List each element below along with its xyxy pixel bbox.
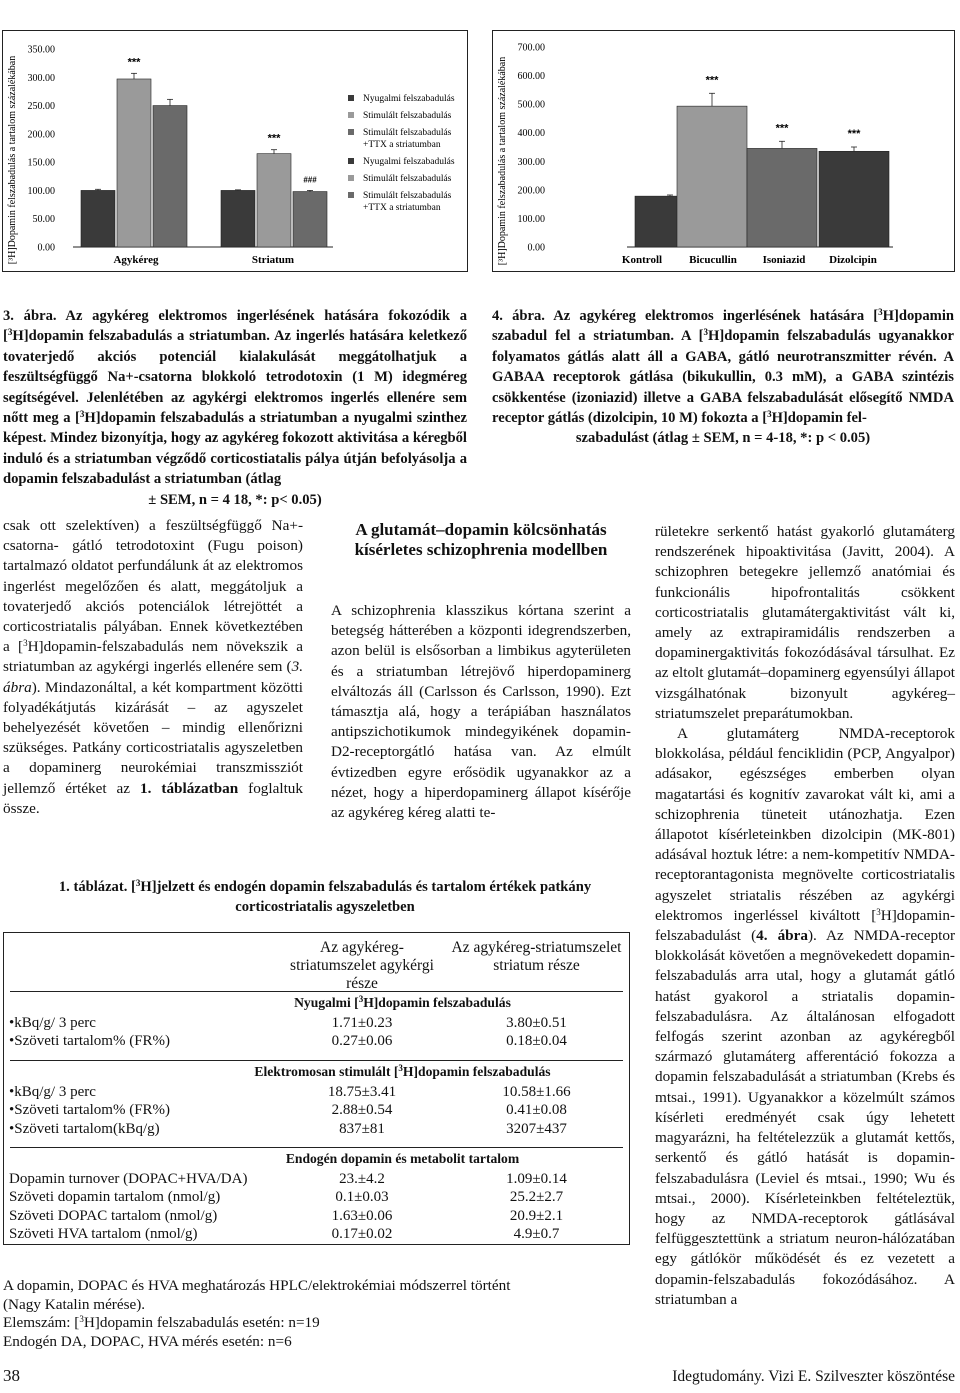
legend-swatch <box>348 192 354 198</box>
y-tick-label: 350.00 <box>27 44 55 56</box>
legend-label: +TTX a striatumban <box>363 203 441 213</box>
table-cell-cortex: 18.75±3.41 <box>327 1083 397 1100</box>
table-row-label: •kBq/g/ 3 perc <box>9 1015 96 1031</box>
note-line: Elemszám: [$^3$H]dopamin felszabadulás esetén: n=19 <box>3 1314 320 1332</box>
legend-label: Nyugalmi felszabadulás <box>363 94 455 104</box>
legend-label: Stimulált felszabadulás <box>363 111 452 121</box>
legend-swatch <box>348 158 354 164</box>
table-notes <box>3 1277 633 1351</box>
figure-reference: 3. ábra <box>3 658 303 696</box>
table-row-label: •Szöveti tartalom(kBq/g) <box>9 1120 160 1137</box>
table-row-label: Szöveti DOPAC tartalom (nmol/g) <box>9 1207 218 1224</box>
legend-label: +TTX a striatumban <box>363 140 441 150</box>
y-tick-label: 300.00 <box>27 72 55 84</box>
legend-swatch <box>348 95 354 101</box>
x-category-label: Bicucullin <box>689 254 737 266</box>
text-run: A glutamáterg NMDA-receptorok blokkolása, például fenciklidin (PCP, Angyalpor) adásakor, egészséges emberben olyan magatartási és kognitív zavarokat vált ki, ami a schizophrenia tüneteit utánozhatja. Ezen állapotot kísérleteinkben dizolcipin (MK-801) adásával hoztuk létre: a nem-kompetitív NMDA-receptorantagonista megnövelte corticostriatalis agyszelet striatalis részében az agykérgi elektromos ingerléssel kiváltott [$^3$H]dopamin-felszabadulást ( <box>655 725 955 945</box>
y-tick-label: 100.00 <box>517 213 545 225</box>
significance-mark: *** <box>127 56 141 69</box>
table-cell-cortex: 1.63±0.06 <box>331 1207 393 1224</box>
table-cell-striatum: 25.2±2.7 <box>509 1189 564 1206</box>
figure-4-caption-body: 4. ábra. Az agykéreg elektromos ingerlésének hatására [$^3$H]dopamin szabadul fel a striatumban. A [$^3$H]dopamin felszabadulás ugyanakkor folyamatos gátlás alatt áll a GABA, gátló neurotranszmitter révén. A GABAA receptorok gátlása (bikukullin, 0.3 mM), a GABA szintézis csökkentése (izoniazid) illetve a GABA felszabadulását elősegítő NMDA receptor gátlás (dizolcipin, 10 M) fokozta a [$^3$H]dopamin fel- <box>492 307 954 427</box>
y-tick-label: 0.00 <box>527 242 545 254</box>
table-cell-cortex: 0.27±0.06 <box>331 1033 393 1050</box>
table-col-header-1: Az agykéreg-striatumszelet agykérgi része <box>290 939 434 992</box>
significance-mark: *** <box>847 128 861 140</box>
legend-label: Stimulált felszabadulás <box>363 174 452 184</box>
x-category-label: Agykéreg <box>113 254 159 266</box>
table-cell-cortex: 0.1±0.03 <box>335 1189 389 1206</box>
significance-mark: *** <box>705 74 719 87</box>
table-cell-cortex: 837±81 <box>339 1120 385 1137</box>
bar <box>117 79 151 247</box>
table-cell-cortex: 23.±4.2 <box>339 1171 385 1187</box>
paragraph: A schizophrenia klasszikus kórtana szerint a betegség hátterében a központi idegrendszerben, azon belül is elsősorban a limbikus agyterületen és a striatumban létrejövő hiperdopaminerg elváltozás áll (Carlsson és Carlsson, 1990). Ezt támasztja alá, hogy a terápiában használatos antipszichotikumok mindegyikének dopamin-D2-receptorgátló hatása van. Az elmúlt évtizedben egyre erősödik ugyanakkor az a nézet, hogy a hiperdopaminerg állapot kísérője az agykéreg kéreg alatti te- <box>331 602 631 822</box>
figure-4-chart <box>492 30 955 272</box>
note-line: (Nagy Katalin mérése). <box>3 1295 146 1313</box>
body-column-middle <box>331 601 631 823</box>
y-tick-label: 0.00 <box>37 242 55 254</box>
figure-3-svg <box>3 31 469 273</box>
x-category-label: Isoniazid <box>762 254 806 266</box>
legend-swatch <box>348 175 354 181</box>
note-line: A dopamin, DOPAC és HVA meghatározás HPLC/elektrokémiai módszerrel történt <box>3 1277 511 1294</box>
table-rule <box>10 1147 623 1148</box>
significance-mark: *** <box>775 122 789 135</box>
y-axis-label: [³H]Dopamin felszabadulás a tartalom százalékában <box>7 55 18 265</box>
table-row-label: •Szöveti tartalom% (FR%) <box>9 1033 171 1050</box>
bar <box>257 154 291 247</box>
y-axis-label: [³H]Dopamin felszabadulás a tartalom százalékában <box>497 56 508 266</box>
legend-label: Stimulált felszabadulás <box>363 191 452 201</box>
x-category-label: Kontroll <box>621 254 663 266</box>
table-row-label: Dopamin turnover (DOPAC+HVA/DA) <box>9 1171 248 1187</box>
text-run: csak ott szelektíven) a feszültségfüggő Na+-csatorna- gátló tetrodotoxint (Fugu poison) tartalmazó oldatot perfundálunk át az elektromos ingerlést megelőzően és alatt, meggátoljuk a tovaterjedő akciós potenciálok létrejöttét a corticostriatalis pályában. Ennek következtében a [$^3$H]dopamin-felszabadulás nem növekszik a striatumban az agykérgi ingerlés ellenére sem ( <box>3 517 303 676</box>
figure-3-chart <box>2 30 468 272</box>
y-tick-label: 500.00 <box>517 99 545 111</box>
table-col-header-2: Az agykéreg-striatumszelet striatum része <box>451 939 622 974</box>
table-row-label: •Szöveti tartalom% (FR%) <box>9 1102 171 1119</box>
y-tick-label: 400.00 <box>517 128 545 140</box>
bar <box>819 151 889 247</box>
legend-label: Nyugalmi felszabadulás <box>363 157 455 167</box>
bar <box>747 148 817 247</box>
x-category-label: Dizolcipin <box>829 254 877 266</box>
figure-4-caption-last-line: szabadulást (átlag ± SEM, n = 4-18, *: p < 0.05) <box>575 430 871 447</box>
table-cell-striatum: 0.41±0.08 <box>506 1102 567 1119</box>
legend-label: Stimulált felszabadulás <box>363 128 452 138</box>
legend-swatch <box>348 112 354 118</box>
paragraph <box>655 724 955 1310</box>
y-tick-label: 250.00 <box>27 101 55 113</box>
running-head: Idegtudomány. Vizi E. Szilveszter köszöntése <box>672 1368 955 1385</box>
table-section-header: Elektromosan stimulált [$^3$H]dopamin felszabadulás <box>254 1062 551 1079</box>
table-cell-striatum: 1.09±0.14 <box>506 1171 567 1187</box>
figure-reference: 4. ábra <box>756 927 808 945</box>
table-rule <box>10 991 623 992</box>
text-run: ). Az NMDA-receptor blokkolását követően a megnövekedett dopamin-felszabadulás arra utal, hogy a glutamát gátló hatást gyakorol a striatalis dopamin-felszabadulásra. Az általánosan elfogadott felfogás szerint azonban az agykéregből származó glutamáterg afferentáció fokozza a dopamin felszabadulását a striatumban (Krebs és mtsai., 1991). Ugyanakkor a közelmúlt számos kísérleti eredményét csak úgy lehetett magyarázni, ha feltételezzük a glutamát kettős, serkentő és gátló hatását is dopamin-felszabadulásra (Leviel és mtsai., 1990; Wu és mtsai., 2000). Kísérleteinkben feltételeztük, hogy az NMDA-receptorok gátlásával felfüggesztettünk a striatum neuron-hálózatában egy gátlókör működését és ez vezetett a dopamin-felszabadulás fokozódásához. A striatumban a <box>655 927 956 1308</box>
data-table <box>3 932 630 1245</box>
table-section-header: Endogén dopamin és metabolit tartalom <box>285 1151 520 1166</box>
paragraph: rületekre serkentő hatást gyakorló glutamáterg rendszerének hipoaktivitása (Javitt, 2004). A schizophren betegekre jellemző anatómiai és funkcionális hipofrontalitás csökkent corticostriatalis glutamátergaktivitást vált ki, amely az extrapiramidális rendszerben a dopaminergaktivitás fokozódásával társulhat. Ez az eltolt glutamát–dopaminerg egyensúlyi állapot vizsgálhatónak bizonyult agykéreg–striatumszelet preparátumokban. <box>655 523 956 722</box>
y-tick-label: 50.00 <box>32 214 55 226</box>
x-category-label: Striatum <box>251 254 295 266</box>
y-tick-label: 700.00 <box>517 42 545 54</box>
y-tick-label: 200.00 <box>517 185 545 197</box>
section-heading: A glutamát–dopamin kölcsönhatás kísérletes schizophrenia modellben <box>354 520 608 559</box>
table-cell-striatum: 3207±437 <box>506 1120 567 1137</box>
table-title: 1. táblázat. [$^3$H]jelzett és endogén dopamin felszabadulás és tartalom értékek patkány corticostriatalis agyszeletben <box>58 878 592 915</box>
figure-3-caption <box>3 306 467 510</box>
text-run: foglaltuk össze. <box>3 779 303 817</box>
bar <box>293 192 327 247</box>
table-row-label: Szöveti dopamin tartalom (nmol/g) <box>9 1189 221 1206</box>
body-column-right <box>655 522 955 1310</box>
significance-mark: *** <box>267 132 281 145</box>
table-cell-striatum: 4.9±0.7 <box>513 1226 560 1243</box>
figure-3-caption-body: 3. ábra. Az agykéreg elektromos ingerlésének hatására fokozódik a [$^3$H]dopamin felszabadulás a striatumban. Az ingerlés hatására keletkező tovaterjedő akciós potenciál kialakulását meggátolhatjuk a feszültségfüggő Na+-csatorna blokkoló tetrodotoxin (1 M) idegméreg segítségével. Jelenlétében az agykérgi elektromos ingerlés ellenére sem nőtt meg a [$^3$H]dopamin felszabadulás a striatumban a nyugalmi szinthez képest. Mindez bizonyítja, hogy az agykéreg fokozott aktivitása a kéregből induló és a striatumban végződő corticostiatalis pálya útján befolyásolja a dopamin felszabadulást a striatumban (átlag <box>3 308 467 488</box>
table-cell-striatum: 0.18±0.04 <box>506 1033 567 1050</box>
bar <box>677 106 747 247</box>
table-cell-cortex: 1.71±0.23 <box>331 1015 393 1031</box>
figure-4-svg <box>493 31 956 273</box>
table-row-label: •kBq/g/ 3 perc <box>9 1083 96 1100</box>
legend-swatch <box>348 129 354 135</box>
y-tick-label: 150.00 <box>27 157 55 169</box>
significance-mark: ### <box>303 175 317 185</box>
y-tick-label: 300.00 <box>517 156 545 168</box>
figure-3-caption-last-line: ± SEM, n = 4 18, *: p< 0.05) <box>148 491 322 508</box>
y-tick-label: 600.00 <box>517 71 545 83</box>
bar <box>221 190 255 247</box>
table-reference: 1. táblázatban <box>140 779 239 797</box>
figure-4-caption <box>492 306 954 449</box>
text-run: ). Mindazonáltal, a két kompartment közötti folyadékátjutás kizárását – az agyszelet behelyezését követően – mindig ellenőrizni szükséges. Patkány corticostriatalis agyszeletben a dopaminerg neurokémiai transzmissziót jellemző értéket az <box>3 678 303 797</box>
body-column-left <box>3 516 303 819</box>
note-line: Endogén DA, DOPAC, HVA mérés esetén: n=6 <box>3 1332 292 1350</box>
table-section-header: Nyugalmi [$^3$H]dopamin felszabadulás <box>294 994 511 1010</box>
y-tick-label: 200.00 <box>27 129 55 141</box>
paragraph <box>3 516 303 819</box>
bar <box>81 190 115 247</box>
table-rule <box>10 1060 623 1061</box>
table-cell-cortex: 2.88±0.54 <box>331 1102 393 1119</box>
table-cell-striatum: 10.58±1.66 <box>502 1083 571 1100</box>
bar <box>153 106 187 247</box>
table-cell-cortex: 0.17±0.02 <box>331 1226 393 1243</box>
table-cell-striatum: 20.9±2.1 <box>509 1207 564 1224</box>
table-row-label: Szöveti HVA tartalom (nmol/g) <box>9 1226 198 1243</box>
page-number: 38 <box>3 1366 20 1385</box>
y-tick-label: 100.00 <box>27 185 55 197</box>
table-cell-striatum: 3.80±0.51 <box>506 1015 567 1031</box>
